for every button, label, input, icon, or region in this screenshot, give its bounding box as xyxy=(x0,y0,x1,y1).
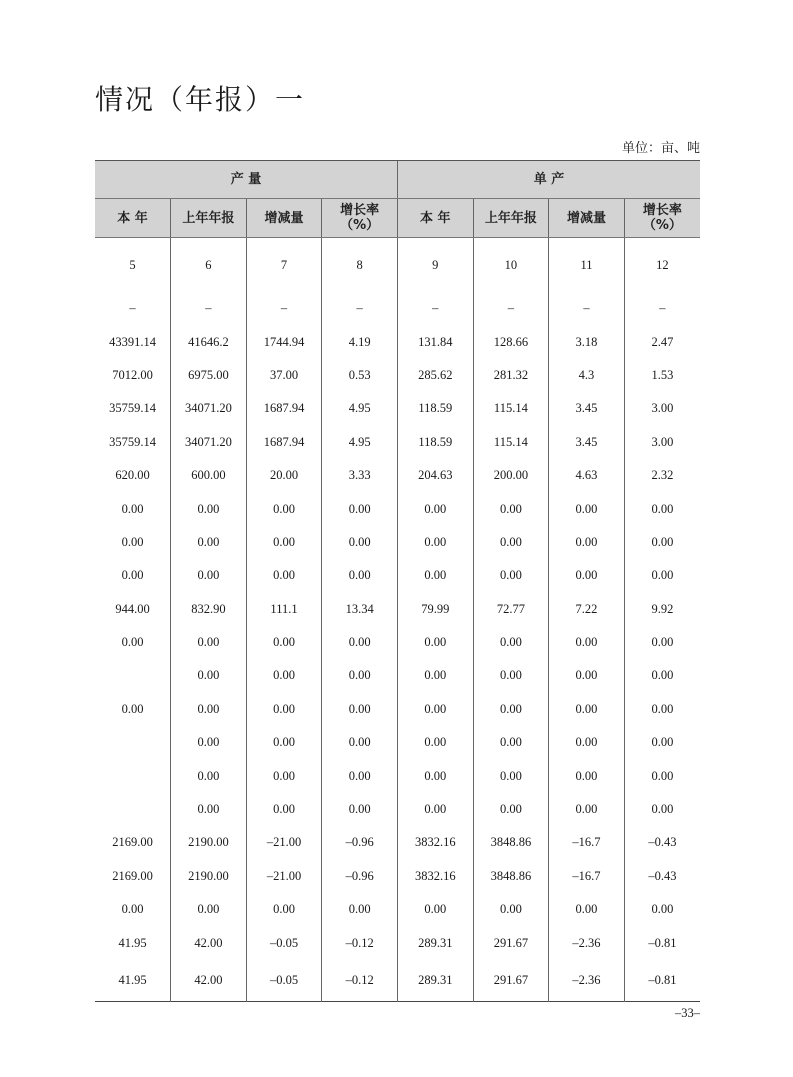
table-cell: 0.00 xyxy=(246,693,322,726)
table-cell: 7 xyxy=(246,238,322,293)
table-cell: 11 xyxy=(549,238,625,293)
table-cell: –21.00 xyxy=(246,826,322,859)
table-cell: 2169.00 xyxy=(112,835,153,850)
table-row xyxy=(95,238,700,293)
table-row xyxy=(95,325,700,358)
column-header-label: 增减量 xyxy=(566,210,606,226)
table-row xyxy=(95,826,700,859)
table-cell: 620.00 xyxy=(115,468,150,483)
column-header xyxy=(397,199,473,238)
table-cell: 204.63 xyxy=(397,459,473,492)
table-cell: 289.31 xyxy=(397,926,473,959)
table-cell: 0.00 xyxy=(624,626,700,659)
table-row xyxy=(95,359,700,392)
table-cell: 0.00 xyxy=(624,526,700,559)
table-cell: 3.00 xyxy=(624,392,700,425)
table-cell xyxy=(95,726,171,759)
table-row xyxy=(95,793,700,826)
table-cell: 34071.20 xyxy=(171,426,247,459)
table-row xyxy=(95,926,700,959)
column-header xyxy=(246,199,322,238)
table-cell: 0.00 xyxy=(171,893,247,926)
table-cell: 291.67 xyxy=(473,926,549,959)
table-cell: 0.00 xyxy=(549,893,625,926)
table-cell: 0.00 xyxy=(171,759,247,792)
table-cell: 0.00 xyxy=(473,559,549,592)
table-cell: –0.96 xyxy=(322,860,398,893)
table-cell: 0.00 xyxy=(322,526,398,559)
table-cell: 4.95 xyxy=(322,426,398,459)
table-cell: 0.00 xyxy=(246,559,322,592)
table-cell: –0.43 xyxy=(624,826,700,859)
table-cell: –0.05 xyxy=(246,960,322,1002)
table-cell: 6 xyxy=(171,238,247,293)
table-cell: 0.00 xyxy=(246,626,322,659)
column-header xyxy=(95,199,171,238)
table-cell: 0.00 xyxy=(171,726,247,759)
table-row xyxy=(95,693,700,726)
table-cell: 0.00 xyxy=(549,559,625,592)
table-cell: 0.00 xyxy=(322,759,398,792)
table-cell: 0.00 xyxy=(624,559,700,592)
table-cell: 41.95 xyxy=(118,935,147,950)
table-cell: 2.47 xyxy=(624,325,700,358)
table-cell xyxy=(95,659,171,692)
table-cell: 0.00 xyxy=(624,893,700,926)
column-header xyxy=(624,199,700,238)
table-cell: 42.00 xyxy=(171,960,247,1002)
table-cell: –0.81 xyxy=(624,926,700,959)
table-row xyxy=(95,426,700,459)
group-header-output: 产 量 xyxy=(95,161,397,199)
table-cell: 2190.00 xyxy=(171,826,247,859)
table-row xyxy=(95,526,700,559)
table-cell xyxy=(95,759,171,792)
table-cell: – xyxy=(171,292,247,325)
table-cell: 0.00 xyxy=(397,492,473,525)
table-cell: 4.19 xyxy=(322,325,398,358)
table-cell: 944.00 xyxy=(115,601,150,616)
table-cell: 0.00 xyxy=(397,793,473,826)
table-cell: 0.00 xyxy=(397,693,473,726)
table-cell: 128.66 xyxy=(473,325,549,358)
table-cell: 0.00 xyxy=(473,793,549,826)
table-cell: 131.84 xyxy=(397,325,473,358)
table-row xyxy=(95,759,700,792)
table-cell: 285.62 xyxy=(397,359,473,392)
table-cell: 0.00 xyxy=(246,726,322,759)
table-cell: 281.32 xyxy=(473,359,549,392)
table-cell: 111.1 xyxy=(246,593,322,626)
table-cell: 0.00 xyxy=(549,492,625,525)
table-cell: 0.00 xyxy=(397,559,473,592)
table-cell: 35759.14 xyxy=(109,434,156,449)
page-number: –33– xyxy=(675,1006,700,1020)
table-cell: – xyxy=(129,301,136,316)
table-row xyxy=(95,659,700,692)
table-cell: 3.33 xyxy=(322,459,398,492)
table-cell: 0.00 xyxy=(549,693,625,726)
table-cell: 832.90 xyxy=(171,593,247,626)
table-cell: 0.00 xyxy=(322,693,398,726)
table-cell: 0.00 xyxy=(624,759,700,792)
table-cell: 0.00 xyxy=(549,526,625,559)
table-row xyxy=(95,492,700,525)
table-cell: –0.12 xyxy=(322,926,398,959)
table-cell: –21.00 xyxy=(246,860,322,893)
table-cell: 0.00 xyxy=(322,726,398,759)
table-cell: 41646.2 xyxy=(171,325,247,358)
table-cell: 0.00 xyxy=(322,659,398,692)
column-header xyxy=(549,199,625,238)
table-cell: 9.92 xyxy=(624,593,700,626)
table-cell: –0.43 xyxy=(624,860,700,893)
table-cell: 0.00 xyxy=(322,893,398,926)
table-cell: 291.67 xyxy=(473,960,549,1002)
column-header-label: 增长率 xyxy=(642,203,682,218)
table-cell: 0.00 xyxy=(121,635,144,650)
table-cell: 2.32 xyxy=(624,459,700,492)
table-cell: 0.00 xyxy=(246,893,322,926)
table-cell: 3.45 xyxy=(549,426,625,459)
table-cell: 7.22 xyxy=(549,593,625,626)
table-cell: 9 xyxy=(397,238,473,293)
table-cell: –0.05 xyxy=(246,926,322,959)
table-cell: 289.31 xyxy=(397,960,473,1002)
table-cell: 0.00 xyxy=(246,793,322,826)
column-header-label: 上年年报 xyxy=(182,210,235,226)
table-row xyxy=(95,726,700,759)
table-cell: –0.81 xyxy=(624,960,700,1002)
table-cell: 0.00 xyxy=(473,526,549,559)
table-cell: 0.00 xyxy=(171,793,247,826)
column-header xyxy=(171,199,247,238)
column-header-label: 上年年报 xyxy=(484,210,537,226)
table-cell: 0.00 xyxy=(397,893,473,926)
table-row xyxy=(95,626,700,659)
table-row xyxy=(95,392,700,425)
table-row xyxy=(95,960,700,1002)
table-cell: 0.00 xyxy=(322,626,398,659)
table-cell: 0.00 xyxy=(246,492,322,525)
table-cell: 0.00 xyxy=(121,701,144,716)
column-header-unit: （%） xyxy=(340,218,380,233)
table-cell: –2.36 xyxy=(549,926,625,959)
column-header xyxy=(322,199,398,238)
table-cell: 10 xyxy=(473,238,549,293)
column-header-label: 增长率 xyxy=(340,203,380,218)
table-cell: 3.45 xyxy=(549,392,625,425)
table-cell: 3848.86 xyxy=(473,860,549,893)
table-cell: 0.00 xyxy=(171,659,247,692)
table-cell: 8 xyxy=(322,238,398,293)
table-row xyxy=(95,459,700,492)
table-cell: 3.00 xyxy=(624,426,700,459)
table-cell: 0.00 xyxy=(397,759,473,792)
table-cell: 34071.20 xyxy=(171,392,247,425)
table-cell: 4.3 xyxy=(549,359,625,392)
table-cell: 5 xyxy=(129,257,136,272)
table-cell: –16.7 xyxy=(549,860,625,893)
table-cell: 0.00 xyxy=(246,526,322,559)
table-cell: 35759.14 xyxy=(109,401,156,416)
table-cell: 0.00 xyxy=(246,659,322,692)
table-cell: 0.00 xyxy=(473,659,549,692)
table-cell: 0.00 xyxy=(397,659,473,692)
table-cell: 0.00 xyxy=(322,492,398,525)
table-cell: –16.7 xyxy=(549,826,625,859)
column-header-label: 增减量 xyxy=(264,210,304,226)
table-cell: 1687.94 xyxy=(246,426,322,459)
table-cell: 1.53 xyxy=(624,359,700,392)
table-cell: 3832.16 xyxy=(397,826,473,859)
table-cell: 3.18 xyxy=(549,325,625,358)
group-header-yield: 单 产 xyxy=(397,161,700,199)
table-cell: 0.00 xyxy=(171,559,247,592)
table-cell: 0.00 xyxy=(473,626,549,659)
column-header-unit: （%） xyxy=(642,218,682,233)
table-cell: 115.14 xyxy=(473,392,549,425)
table-cell: 3832.16 xyxy=(397,860,473,893)
table-cell: 0.00 xyxy=(121,534,144,549)
table-cell: 0.00 xyxy=(397,626,473,659)
table-cell: 0.00 xyxy=(549,793,625,826)
table-row xyxy=(95,292,700,325)
table-cell: 0.00 xyxy=(624,726,700,759)
table-cell: 600.00 xyxy=(171,459,247,492)
table-cell: 12 xyxy=(624,238,700,293)
page-title: 情况（年报）一 xyxy=(95,83,306,116)
table-cell: 0.00 xyxy=(121,501,144,516)
table-cell: 0.53 xyxy=(322,359,398,392)
table-cell: 200.00 xyxy=(473,459,549,492)
table-cell: 2169.00 xyxy=(112,868,153,883)
table-row xyxy=(95,893,700,926)
table-cell: 0.00 xyxy=(624,659,700,692)
table-cell: 79.99 xyxy=(397,593,473,626)
table-cell: 0.00 xyxy=(473,893,549,926)
table-cell: 0.00 xyxy=(246,759,322,792)
table-cell: 43391.14 xyxy=(109,334,156,349)
table-cell: – xyxy=(246,292,322,325)
table-cell: 1744.94 xyxy=(246,325,322,358)
table-cell: 0.00 xyxy=(624,492,700,525)
table-cell: 0.00 xyxy=(171,526,247,559)
table-cell: 118.59 xyxy=(397,426,473,459)
table-cell: 115.14 xyxy=(473,426,549,459)
table-cell: 0.00 xyxy=(397,526,473,559)
table-cell: – xyxy=(473,292,549,325)
table-cell: 0.00 xyxy=(549,659,625,692)
table-cell: 42.00 xyxy=(171,926,247,959)
table-cell: 0.00 xyxy=(397,726,473,759)
table-cell: 37.00 xyxy=(246,359,322,392)
table-cell: –0.12 xyxy=(322,960,398,1002)
table-row xyxy=(95,860,700,893)
table-cell: 6975.00 xyxy=(171,359,247,392)
table-cell: 0.00 xyxy=(171,626,247,659)
table-cell: 0.00 xyxy=(473,693,549,726)
table-cell: –0.96 xyxy=(322,826,398,859)
table-cell: 41.95 xyxy=(118,972,147,987)
table-cell: 118.59 xyxy=(397,392,473,425)
table-cell: 0.00 xyxy=(322,793,398,826)
table-cell: 7012.00 xyxy=(112,367,153,382)
table-cell: –2.36 xyxy=(549,960,625,1002)
statistics-table xyxy=(95,160,700,1002)
table-cell: 0.00 xyxy=(171,492,247,525)
table-cell: 4.63 xyxy=(549,459,625,492)
table-cell: 20.00 xyxy=(246,459,322,492)
table-cell: 0.00 xyxy=(121,902,144,917)
table-cell xyxy=(95,793,171,826)
table-cell: 0.00 xyxy=(549,726,625,759)
table-cell: 1687.94 xyxy=(246,392,322,425)
table-cell: 0.00 xyxy=(473,492,549,525)
table-cell: – xyxy=(549,292,625,325)
column-header-label: 本 年 xyxy=(117,210,148,226)
table-cell: 0.00 xyxy=(473,726,549,759)
table-cell: 2190.00 xyxy=(171,860,247,893)
table-cell: – xyxy=(624,292,700,325)
table-cell: 72.77 xyxy=(473,593,549,626)
table-cell: 13.34 xyxy=(322,593,398,626)
table-cell: 3848.86 xyxy=(473,826,549,859)
table-cell: 0.00 xyxy=(473,759,549,792)
table-cell: 4.95 xyxy=(322,392,398,425)
table-cell: 0.00 xyxy=(322,559,398,592)
table-row xyxy=(95,559,700,592)
table-row xyxy=(95,593,700,626)
table-cell: 0.00 xyxy=(549,759,625,792)
column-header-label: 本 年 xyxy=(420,210,451,226)
unit-label: 单位：亩、吨 xyxy=(621,141,700,156)
column-header xyxy=(473,199,549,238)
table-cell: – xyxy=(397,292,473,325)
table-cell: 0.00 xyxy=(624,793,700,826)
table-cell: 0.00 xyxy=(624,693,700,726)
table-cell: 0.00 xyxy=(121,568,144,583)
table-cell: 0.00 xyxy=(171,693,247,726)
table-cell: 0.00 xyxy=(549,626,625,659)
table-cell: – xyxy=(322,292,398,325)
